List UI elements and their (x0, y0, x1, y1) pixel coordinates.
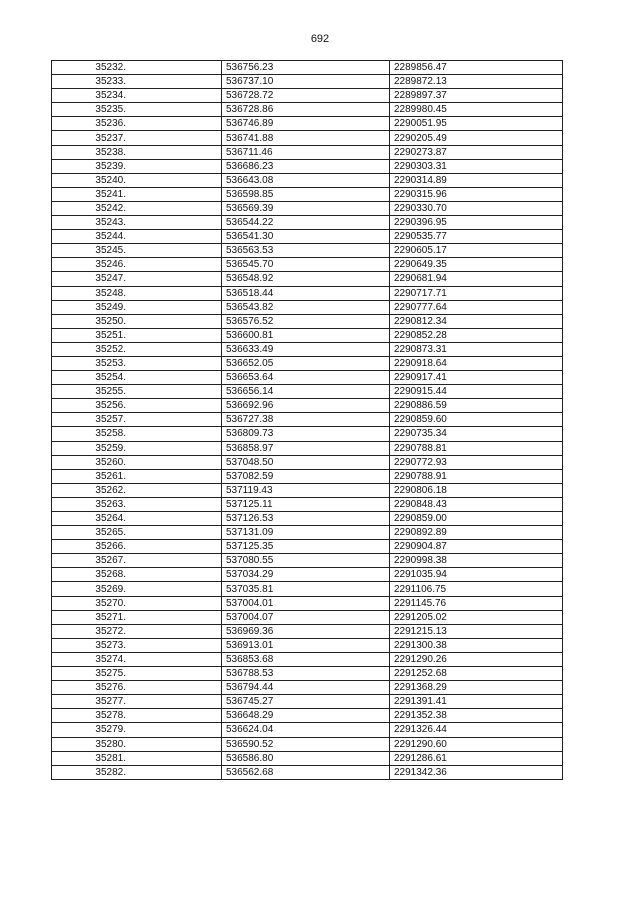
x-coordinate-cell: 536518.44 (222, 286, 390, 300)
table-row (52, 526, 563, 540)
table-row (52, 103, 563, 117)
y-coordinate-cell: 2289872.13 (390, 75, 563, 89)
x-coordinate-cell: 536563.53 (222, 244, 390, 258)
point-number-cell: 35232. (52, 61, 222, 75)
y-coordinate-cell: 2290777.64 (390, 300, 563, 314)
y-coordinate-cell: 2290717.71 (390, 286, 563, 300)
y-coordinate-cell: 2290314.89 (390, 173, 563, 187)
y-coordinate-cell: 2290892.89 (390, 526, 563, 540)
x-coordinate-cell: 536727.38 (222, 413, 390, 427)
point-number-cell: 35252. (52, 342, 222, 356)
table-row (52, 356, 563, 370)
table-row (52, 201, 563, 215)
point-number-cell: 35253. (52, 356, 222, 370)
point-number-cell: 35270. (52, 596, 222, 610)
point-number-cell: 35269. (52, 582, 222, 596)
y-coordinate-cell: 2290788.91 (390, 469, 563, 483)
point-number-cell: 35239. (52, 159, 222, 173)
x-coordinate-cell: 536853.68 (222, 652, 390, 666)
y-coordinate-cell: 2291145.76 (390, 596, 563, 610)
table-row (52, 89, 563, 103)
page-number: 692 (310, 33, 330, 45)
point-number-cell: 35235. (52, 103, 222, 117)
y-coordinate-cell: 2291326.44 (390, 723, 563, 737)
y-coordinate-cell: 2290915.44 (390, 385, 563, 399)
point-number-cell: 35241. (52, 187, 222, 201)
x-coordinate-cell: 537125.11 (222, 497, 390, 511)
x-coordinate-cell: 536600.81 (222, 328, 390, 342)
point-number-cell: 35267. (52, 554, 222, 568)
table-row (52, 610, 563, 624)
y-coordinate-cell: 2290051.95 (390, 117, 563, 131)
y-coordinate-cell: 2291391.41 (390, 695, 563, 709)
point-number-cell: 35268. (52, 568, 222, 582)
y-coordinate-cell: 2291300.38 (390, 638, 563, 652)
x-coordinate-cell: 536643.08 (222, 173, 390, 187)
point-number-cell: 35282. (52, 765, 222, 779)
table-row (52, 483, 563, 497)
table-row (52, 427, 563, 441)
y-coordinate-cell: 2290848.43 (390, 497, 563, 511)
point-number-cell: 35234. (52, 89, 222, 103)
table-row (52, 145, 563, 159)
y-coordinate-cell: 2290330.70 (390, 201, 563, 215)
point-number-cell: 35240. (52, 173, 222, 187)
table-row (52, 765, 563, 779)
x-coordinate-cell: 536541.30 (222, 230, 390, 244)
point-number-cell: 35247. (52, 272, 222, 286)
table-row (52, 568, 563, 582)
point-number-cell: 35258. (52, 427, 222, 441)
point-number-cell: 35238. (52, 145, 222, 159)
table-row (52, 455, 563, 469)
y-coordinate-cell: 2291286.61 (390, 751, 563, 765)
x-coordinate-cell: 536788.53 (222, 667, 390, 681)
x-coordinate-cell: 536569.39 (222, 201, 390, 215)
point-number-cell: 35244. (52, 230, 222, 244)
point-number-cell: 35249. (52, 300, 222, 314)
x-coordinate-cell: 536746.89 (222, 117, 390, 131)
x-coordinate-cell: 536656.14 (222, 385, 390, 399)
y-coordinate-cell: 2290772.93 (390, 455, 563, 469)
point-number-cell: 35278. (52, 709, 222, 723)
y-coordinate-cell: 2290859.00 (390, 512, 563, 526)
point-number-cell: 35233. (52, 75, 222, 89)
point-number-cell: 35246. (52, 258, 222, 272)
y-coordinate-cell: 2289856.47 (390, 61, 563, 75)
y-coordinate-cell: 2290649.35 (390, 258, 563, 272)
x-coordinate-cell: 536653.64 (222, 371, 390, 385)
y-coordinate-cell: 2290535.77 (390, 230, 563, 244)
table-row (52, 328, 563, 342)
point-number-cell: 35255. (52, 385, 222, 399)
table-row (52, 413, 563, 427)
y-coordinate-cell: 2290886.59 (390, 399, 563, 413)
point-number-cell: 35266. (52, 540, 222, 554)
x-coordinate-cell: 536728.72 (222, 89, 390, 103)
table-row (52, 582, 563, 596)
table-row (52, 723, 563, 737)
x-coordinate-cell: 536728.86 (222, 103, 390, 117)
point-number-cell: 35271. (52, 610, 222, 624)
point-number-cell: 35279. (52, 723, 222, 737)
y-coordinate-cell: 2291368.29 (390, 681, 563, 695)
y-coordinate-cell: 2291342.36 (390, 765, 563, 779)
table-row (52, 173, 563, 187)
point-number-cell: 35265. (52, 526, 222, 540)
table-row (52, 554, 563, 568)
table-row (52, 624, 563, 638)
y-coordinate-cell: 2290205.49 (390, 131, 563, 145)
table-row (52, 469, 563, 483)
table-row (52, 300, 563, 314)
x-coordinate-cell: 537125.35 (222, 540, 390, 554)
table-row (52, 596, 563, 610)
x-coordinate-cell: 537004.07 (222, 610, 390, 624)
x-coordinate-cell: 536692.96 (222, 399, 390, 413)
table-row (52, 695, 563, 709)
x-coordinate-cell: 536969.36 (222, 624, 390, 638)
point-number-cell: 35263. (52, 497, 222, 511)
x-coordinate-cell: 536809.73 (222, 427, 390, 441)
point-number-cell: 35272. (52, 624, 222, 638)
x-coordinate-cell: 536548.92 (222, 272, 390, 286)
table-row (52, 216, 563, 230)
table-row (52, 159, 563, 173)
table-row (52, 131, 563, 145)
x-coordinate-cell: 536633.49 (222, 342, 390, 356)
table-row (52, 385, 563, 399)
point-number-cell: 35274. (52, 652, 222, 666)
table-row (52, 244, 563, 258)
table-row (52, 497, 563, 511)
y-coordinate-cell: 2290904.87 (390, 540, 563, 554)
table-row (52, 314, 563, 328)
point-number-cell: 35273. (52, 638, 222, 652)
x-coordinate-cell: 537119.43 (222, 483, 390, 497)
point-number-cell: 35250. (52, 314, 222, 328)
y-coordinate-cell: 2291205.02 (390, 610, 563, 624)
y-coordinate-cell: 2290788.81 (390, 441, 563, 455)
x-coordinate-cell: 536913.01 (222, 638, 390, 652)
table-row (52, 286, 563, 300)
table-row (52, 540, 563, 554)
table-row (52, 272, 563, 286)
x-coordinate-cell: 536543.82 (222, 300, 390, 314)
x-coordinate-cell: 536711.46 (222, 145, 390, 159)
x-coordinate-cell: 536648.29 (222, 709, 390, 723)
x-coordinate-cell: 536590.52 (222, 737, 390, 751)
table-row (52, 709, 563, 723)
y-coordinate-cell: 2290873.31 (390, 342, 563, 356)
point-number-cell: 35254. (52, 371, 222, 385)
point-number-cell: 35259. (52, 441, 222, 455)
point-number-cell: 35248. (52, 286, 222, 300)
x-coordinate-cell: 537080.55 (222, 554, 390, 568)
x-coordinate-cell: 537131.09 (222, 526, 390, 540)
y-coordinate-cell: 2290998.38 (390, 554, 563, 568)
table-row (52, 258, 563, 272)
y-coordinate-cell: 2290303.31 (390, 159, 563, 173)
y-coordinate-cell: 2291352.38 (390, 709, 563, 723)
point-number-cell: 35237. (52, 131, 222, 145)
x-coordinate-cell: 536545.70 (222, 258, 390, 272)
table-row (52, 61, 563, 75)
x-coordinate-cell: 537126.53 (222, 512, 390, 526)
table-row (52, 399, 563, 413)
y-coordinate-cell: 2291106.75 (390, 582, 563, 596)
y-coordinate-cell: 2290812.34 (390, 314, 563, 328)
table-row (52, 751, 563, 765)
x-coordinate-cell: 537004.01 (222, 596, 390, 610)
table-row (52, 652, 563, 666)
table-row (52, 187, 563, 201)
y-coordinate-cell: 2290859.60 (390, 413, 563, 427)
coordinates-table (51, 60, 563, 780)
x-coordinate-cell: 536562.68 (222, 765, 390, 779)
table-row (52, 638, 563, 652)
x-coordinate-cell: 536756.23 (222, 61, 390, 75)
y-coordinate-cell: 2290806.18 (390, 483, 563, 497)
y-coordinate-cell: 2290918.64 (390, 356, 563, 370)
x-coordinate-cell: 536794.44 (222, 681, 390, 695)
point-number-cell: 35276. (52, 681, 222, 695)
point-number-cell: 35280. (52, 737, 222, 751)
x-coordinate-cell: 537034.29 (222, 568, 390, 582)
y-coordinate-cell: 2290735.34 (390, 427, 563, 441)
y-coordinate-cell: 2290681.94 (390, 272, 563, 286)
point-number-cell: 35236. (52, 117, 222, 131)
y-coordinate-cell: 2291290.26 (390, 652, 563, 666)
x-coordinate-cell: 536745.27 (222, 695, 390, 709)
y-coordinate-cell: 2290917.41 (390, 371, 563, 385)
point-number-cell: 35275. (52, 667, 222, 681)
point-number-cell: 35242. (52, 201, 222, 215)
x-coordinate-cell: 536686.23 (222, 159, 390, 173)
table-row (52, 371, 563, 385)
point-number-cell: 35262. (52, 483, 222, 497)
y-coordinate-cell: 2291035.94 (390, 568, 563, 582)
table-row (52, 737, 563, 751)
table-row (52, 117, 563, 131)
y-coordinate-cell: 2291215.13 (390, 624, 563, 638)
x-coordinate-cell: 536598.85 (222, 187, 390, 201)
point-number-cell: 35277. (52, 695, 222, 709)
y-coordinate-cell: 2291290.60 (390, 737, 563, 751)
table-row (52, 512, 563, 526)
point-number-cell: 35260. (52, 455, 222, 469)
x-coordinate-cell: 536586.80 (222, 751, 390, 765)
x-coordinate-cell: 537082.59 (222, 469, 390, 483)
table-row (52, 441, 563, 455)
point-number-cell: 35243. (52, 216, 222, 230)
x-coordinate-cell: 536652.05 (222, 356, 390, 370)
table-row (52, 342, 563, 356)
point-number-cell: 35281. (52, 751, 222, 765)
point-number-cell: 35251. (52, 328, 222, 342)
y-coordinate-cell: 2290396.95 (390, 216, 563, 230)
x-coordinate-cell: 536741.88 (222, 131, 390, 145)
table-row (52, 667, 563, 681)
y-coordinate-cell: 2290315.96 (390, 187, 563, 201)
table-row (52, 681, 563, 695)
y-coordinate-cell: 2289980.45 (390, 103, 563, 117)
coordinates-table-body (52, 61, 563, 780)
x-coordinate-cell: 536737.10 (222, 75, 390, 89)
point-number-cell: 35261. (52, 469, 222, 483)
table-row (52, 75, 563, 89)
y-coordinate-cell: 2290852.28 (390, 328, 563, 342)
x-coordinate-cell: 536576.52 (222, 314, 390, 328)
y-coordinate-cell: 2290273.87 (390, 145, 563, 159)
y-coordinate-cell: 2289897.37 (390, 89, 563, 103)
point-number-cell: 35245. (52, 244, 222, 258)
x-coordinate-cell: 537048.50 (222, 455, 390, 469)
point-number-cell: 35257. (52, 413, 222, 427)
point-number-cell: 35256. (52, 399, 222, 413)
x-coordinate-cell: 536858.97 (222, 441, 390, 455)
y-coordinate-cell: 2290605.17 (390, 244, 563, 258)
x-coordinate-cell: 537035.81 (222, 582, 390, 596)
point-number-cell: 35264. (52, 512, 222, 526)
x-coordinate-cell: 536624.04 (222, 723, 390, 737)
table-row (52, 230, 563, 244)
x-coordinate-cell: 536544.22 (222, 216, 390, 230)
y-coordinate-cell: 2291252.68 (390, 667, 563, 681)
